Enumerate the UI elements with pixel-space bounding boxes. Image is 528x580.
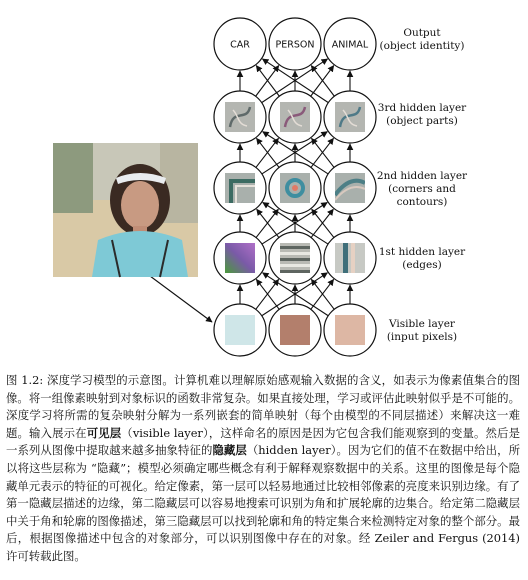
hidden-node xyxy=(324,162,376,214)
hidden-node xyxy=(214,162,266,214)
figure-caption: 图 1.2: 深度学习模型的示意图。计算机难以理解原始感观输入数据的含义，如表示为像素值集合的图像。将一组像素映射到对象标识的函数非常复杂。如果直接处理，学习或评估此映射似乎是不可能的。深度学习将所需的复杂映射分解为一系列嵌套的简单映射（每个由模型的不同层描述）来解决这一难题。输入展示在可见层（visible layer），这样命名的原因是因为它包含我们能观察到的变量。然后是一系列从图像中提取越来越多抽象特征的隐藏层（hidden layer）。因为它们的值不在数据中给出，所以将这些层称为 “隐藏”；模型必须确定哪些概念有利于解释观察数据中的关系。这里的图像是每个隐藏单元表示的特征的可视化。给定像素，第一层可以轻易地通过比较相邻像素的亮度来识别边缘。有了第一隐藏层描述的边缘，第二隐藏层可以容易地搜索可识别为角和扩展轮廓的边集合。给定第二隐藏层中关于角和轮廓的图像描述，第三隐藏层可以找到轮廓和角的特定集合来检测特定对象的整个部分。最后，根据图像描述中包含的对象部分，可以识别图像中存在的对象。经 Zeiler and Fergus (2014) 许可转载此图。 xyxy=(6,373,520,563)
third-hidden-layer-label: 3rd hidden layer (object parts) xyxy=(377,102,467,127)
output-class-label: ANIMAL xyxy=(331,39,369,51)
hidden-node xyxy=(269,232,321,284)
output-class-label: PERSON xyxy=(275,39,315,51)
pixel-swatch xyxy=(335,315,365,345)
hidden-node xyxy=(269,91,321,143)
photo-to-input-arrow xyxy=(150,276,212,322)
second-hidden-layer-label: 2nd hidden layer (corners and contours) xyxy=(376,170,468,208)
hidden-node xyxy=(324,232,376,284)
pixel-swatch xyxy=(280,315,310,345)
output-node xyxy=(324,18,376,70)
hidden-node xyxy=(324,91,376,143)
visible-node xyxy=(269,304,321,356)
output-class-label: CAR xyxy=(230,39,250,51)
input-photo xyxy=(53,143,198,277)
output-node xyxy=(214,18,266,70)
visible-node xyxy=(324,304,376,356)
output-layer-label: Output (object identity) xyxy=(379,27,465,52)
output-node xyxy=(269,18,321,70)
hidden-node xyxy=(269,162,321,214)
hidden-node xyxy=(214,232,266,284)
first-hidden-layer-label: 1st hidden layer (edges) xyxy=(378,246,466,271)
hidden-node xyxy=(214,91,266,143)
visible-node xyxy=(214,304,266,356)
visible-layer-label: Visible layer (input pixels) xyxy=(386,318,458,343)
pixel-swatch xyxy=(225,315,255,345)
